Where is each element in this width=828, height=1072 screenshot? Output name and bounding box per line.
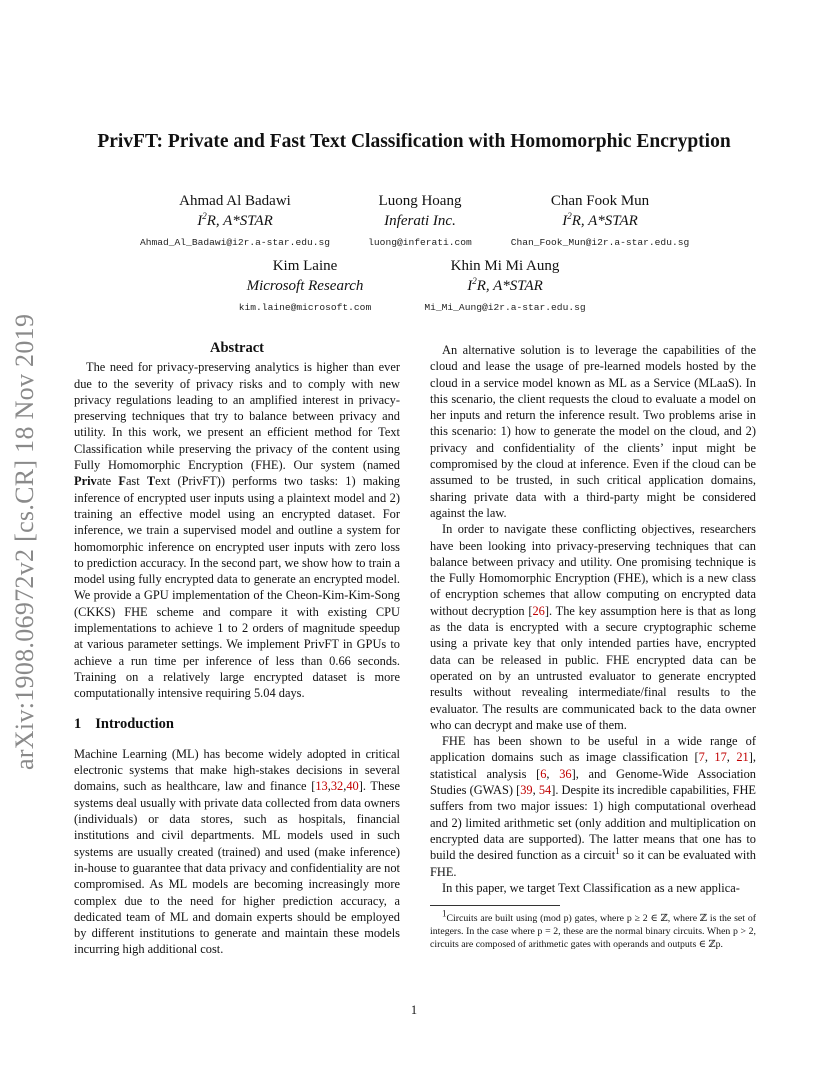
- author-affiliation: Inferati Inc.: [384, 213, 456, 229]
- citation-link[interactable]: 13: [315, 779, 328, 794]
- footnote-marker[interactable]: 1: [615, 846, 620, 857]
- author-block: [130, 191, 340, 248]
- author-name: Kim Laine: [272, 258, 338, 274]
- author-block: [340, 191, 500, 248]
- footnote-divider: [430, 905, 560, 906]
- page-number: 1: [410, 1003, 418, 1017]
- paper-title: PrivFT: Private and Fast Text Classification with Homomorphic Encryption: [97, 131, 731, 152]
- citation-link[interactable]: 36: [559, 766, 572, 781]
- author-affiliation: Microsoft Research: [246, 278, 364, 294]
- author-email: Mi_Mi_Aung@i2r.a-star.edu.sg: [424, 302, 586, 313]
- section-heading-introduction: 1 Introduction: [74, 715, 174, 732]
- author-affiliation: $I^2R$, A*STAR: [562, 211, 638, 229]
- author-name: Khin Mi Mi Aung: [450, 258, 560, 274]
- footnote: $^1$Circuits are built using (mod p) gates, where p ≥ 2 ∈ ℤ, where ℤ is the set of integers. In the case where p = 2, these are the normal binary circuits. When p > 2, circuits are composed of arithmetic gates with operands and outputs ∈ ℤp.: [430, 908, 756, 951]
- left-column: [74, 340, 400, 958]
- citation-link[interactable]: 40: [346, 779, 359, 794]
- abstract-heading: Abstract: [210, 340, 264, 356]
- author-block: [205, 256, 405, 313]
- author-email: luong@inferati.com: [368, 237, 472, 248]
- author-name: Luong Hoang: [378, 193, 462, 209]
- body-paragraph: An alternative solution is to leverage the capabilities of the cloud and lease the usage of pre-learned models hosted by the cloud in a service model known as ML as a Service (MLaaS). In this scenario, the client requests the cloud to evaluate a model on her inputs and return the inference result. Two problems arise in this scenario: 1) how to generate the model on the cloud, and 2) privacy and confidentiality of the clients’ input might be compromised by the cloud at inference. Even if the cloud can be assumed to be trusted, in such critical application domains, sharing private data with a third-party might be considered against the law.: [430, 343, 756, 520]
- author-block: [405, 256, 605, 313]
- citation-link[interactable]: 39: [520, 783, 533, 798]
- author-name: Chan Fook Mun: [550, 193, 650, 209]
- body-paragraph: In this paper, we target Text Classification as a new applica-: [442, 880, 740, 895]
- citation-link[interactable]: 17: [714, 750, 727, 765]
- body-paragraph: In order to navigate these conflicting objectives, researchers have been looking into privacy-preserving techniques that can balance between privacy and utility. One promising technique is the Fully Homomorphic Encryption (FHE), which is a new class of encryption schemes that allow computing on encrypted data without decryption [26]. The key assumption here is that as long as the data is encrypted with a secure cryptographic scheme using a private key that only intended parties have, encrypted data can be released in public. FHE encrypted data can be operated on by an untrusted evaluator to generate encrypted results without revealing intermediate/final results to the evaluator. The results are communicated back to the data owner who can decrypt and make use of them.: [430, 522, 756, 732]
- citation-link[interactable]: 32: [330, 779, 344, 794]
- citation-link[interactable]: 26: [532, 603, 545, 618]
- body-paragraph: FHE has been shown to be useful in a wide range of application domains such as image classification [7, 17, 21], statistical analysis [6, 36], and Genome-Wide Association Studies (GWAS) [39, 54]. Despite its incredible capabilities, FHE suffers from two major issues: 1) high computational overhead and 2) limited arithmetic set (only addition and multiplication on encrypted data are supported). The latter means that one has to build the desired function as a circuit$^1$ so it can be evaluated with FHE.: [430, 734, 756, 879]
- arxiv-identifier: arXiv:1908.06972v2 [cs.CR] 18 Nov 2019: [10, 313, 39, 770]
- citation-link[interactable]: 6: [540, 766, 547, 781]
- citation-link[interactable]: 21: [736, 750, 749, 765]
- author-affiliation: $I^2R$, A*STAR: [197, 211, 273, 229]
- abstract-text: The need for privacy-preserving analytics is higher than ever due to the severity of privacy risks and to comply with new privacy regulations leading to an amplified interest in privacy-preserving techniques that try to balance between privacy and utility. In this work, we present an efficient method for Text Classification while preserving the privacy of the content using Fully Homomorphic Encryption (FHE). Our system (named Private Fast Text (PrivFT)) performs two tasks: 1) making inference of encrypted user inputs using a plaintext model and 2) training an effective model using an encrypted dataset. For inference, we train a supervised model and outline a system for homomorphic inference on encrypted user inputs with zero loss to prediction accuracy. In the second part, we show how to train a model using fully encrypted data to generate an encrypted model. We provide a GPU implementation of the Cheon-Kim-Kim-Song (CKKS) FHE scheme and compare it with existing CPU implementations to achieve 1 to 2 orders of magnitude speedup at various parameter settings. We implement PrivFT in GPUs to achieve a run time per inference of less than 0.66 seconds. Training on a relatively large encrypted dataset is more computationally intensive requiring 5.04 days.: [74, 360, 400, 701]
- citation-link[interactable]: 7: [698, 750, 705, 765]
- right-column: [430, 342, 756, 951]
- intro-paragraph: Machine Learning (ML) has become widely adopted in critical electronic systems that make high-stakes decisions in several domains, such as healthcare, law and finance [13,32,40]. These systems deal usually with private data collected from data owners (individuals) or data stores, such as hospitals, financial institutions and civil departments. ML models used in such systems are usually created (trained) and used (make inference) in-house to guarantee that data privacy and confidentiality are not compromised. As ML models are becoming increasingly more complex due to the need for higher prediction accuracy, a dedicated team of ML and domain experts should be employed by different institutions to generate and maintain these models incurring high additional cost.: [74, 746, 400, 957]
- author-email: Ahmad_Al_Badawi@i2r.a-star.edu.sg: [140, 237, 330, 248]
- author-affiliation: $I^2R$, A*STAR: [467, 276, 543, 294]
- author-name: Ahmad Al Badawi: [179, 193, 291, 209]
- author-email: kim.laine@microsoft.com: [238, 302, 372, 313]
- author-block: [495, 191, 705, 248]
- author-email: Chan_Fook_Mun@i2r.a-star.edu.sg: [510, 237, 690, 248]
- citation-link[interactable]: 54: [538, 783, 552, 798]
